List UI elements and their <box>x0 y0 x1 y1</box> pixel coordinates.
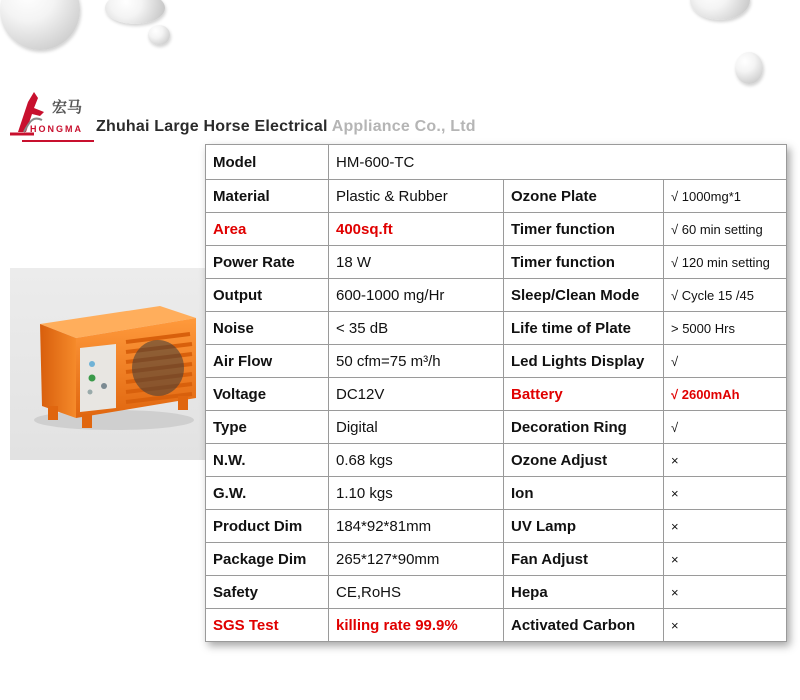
spec-value: 1.10 kgs <box>329 477 504 510</box>
spec-value: 50 cfm=75 m³/h <box>329 345 504 378</box>
water-drop-decoration <box>0 0 80 50</box>
feature-label: Ozone Plate <box>504 180 664 213</box>
spec-value: killing rate 99.9% <box>329 609 504 642</box>
spec-value: HM-600-TC <box>329 145 787 180</box>
brand-chinese-name: 宏马 <box>52 98 83 116</box>
spec-label: Material <box>206 180 329 213</box>
spec-value: 265*127*90mm <box>329 543 504 576</box>
spec-label: Package Dim <box>206 543 329 576</box>
spec-value: 18 W <box>329 246 504 279</box>
feature-label: UV Lamp <box>504 510 664 543</box>
feature-label: Timer function <box>504 213 664 246</box>
table-row <box>206 345 787 378</box>
feature-value: × <box>664 576 787 609</box>
spec-label: Area <box>206 213 329 246</box>
spec-label: Voltage <box>206 378 329 411</box>
feature-label: Decoration Ring <box>504 411 664 444</box>
spec-label: Safety <box>206 576 329 609</box>
table-row <box>206 180 787 213</box>
spec-label: N.W. <box>206 444 329 477</box>
feature-value: × <box>664 477 787 510</box>
feature-value: √ 1000mg*1 <box>664 180 787 213</box>
feature-label: Hepa <box>504 576 664 609</box>
spec-label: SGS Test <box>206 609 329 642</box>
logo-underline <box>22 140 94 142</box>
spec-label: Air Flow <box>206 345 329 378</box>
spec-value: 600-1000 mg/Hr <box>329 279 504 312</box>
feature-value: √ 2600mAh <box>664 378 787 411</box>
table-row <box>206 145 787 180</box>
spec-label: Type <box>206 411 329 444</box>
feature-label: Ozone Adjust <box>504 444 664 477</box>
feature-value: √ 120 min setting <box>664 246 787 279</box>
table-row <box>206 411 787 444</box>
table-row <box>206 213 787 246</box>
spec-label: Output <box>206 279 329 312</box>
table-row <box>206 279 787 312</box>
ozone-generator-device-icon <box>10 268 206 460</box>
spec-label: Power Rate <box>206 246 329 279</box>
feature-label: Sleep/Clean Mode <box>504 279 664 312</box>
feature-value: √ 60 min setting <box>664 213 787 246</box>
feature-value: × <box>664 444 787 477</box>
spec-value: CE,RoHS <box>329 576 504 609</box>
table-row <box>206 477 787 510</box>
feature-label: Battery <box>504 378 664 411</box>
company-name-faded: Appliance Co., Ltd <box>327 118 476 135</box>
product-photo <box>10 268 206 460</box>
table-row <box>206 543 787 576</box>
feature-value: > 5000 Hrs <box>664 312 787 345</box>
table-row <box>206 312 787 345</box>
spec-label: Noise <box>206 312 329 345</box>
feature-value: × <box>664 510 787 543</box>
feature-label: Activated Carbon <box>504 609 664 642</box>
spec-value: Digital <box>329 411 504 444</box>
feature-value: √ <box>664 345 787 378</box>
table-row <box>206 444 787 477</box>
water-drop-decoration <box>690 0 750 20</box>
specification-table <box>205 144 787 642</box>
feature-value: × <box>664 543 787 576</box>
spec-value: 184*92*81mm <box>329 510 504 543</box>
table-row <box>206 378 787 411</box>
feature-value: × <box>664 609 787 642</box>
table-row <box>206 609 787 642</box>
feature-label: Led Lights Display <box>504 345 664 378</box>
table-row <box>206 246 787 279</box>
spec-value: DC12V <box>329 378 504 411</box>
feature-label: Timer function <box>504 246 664 279</box>
feature-label: Fan Adjust <box>504 543 664 576</box>
company-name <box>96 118 476 136</box>
feature-value: √ <box>664 411 787 444</box>
water-drop-decoration <box>735 52 763 84</box>
spec-label: Product Dim <box>206 510 329 543</box>
spec-label: Model <box>206 145 329 180</box>
feature-value: √ Cycle 15 /45 <box>664 279 787 312</box>
spec-value: 0.68 kgs <box>329 444 504 477</box>
spec-label: G.W. <box>206 477 329 510</box>
brand-english-name: HONGMA <box>30 124 83 134</box>
table-row <box>206 576 787 609</box>
water-drop-decoration <box>148 25 170 45</box>
table-row <box>206 510 787 543</box>
feature-label: Ion <box>504 477 664 510</box>
feature-label: Life time of Plate <box>504 312 664 345</box>
spec-value: Plastic & Rubber <box>329 180 504 213</box>
spec-value: 400sq.ft <box>329 213 504 246</box>
water-drop-decoration <box>105 0 165 24</box>
company-name-main: Zhuhai Large Horse Electrical <box>96 118 328 135</box>
spec-value: < 35 dB <box>329 312 504 345</box>
